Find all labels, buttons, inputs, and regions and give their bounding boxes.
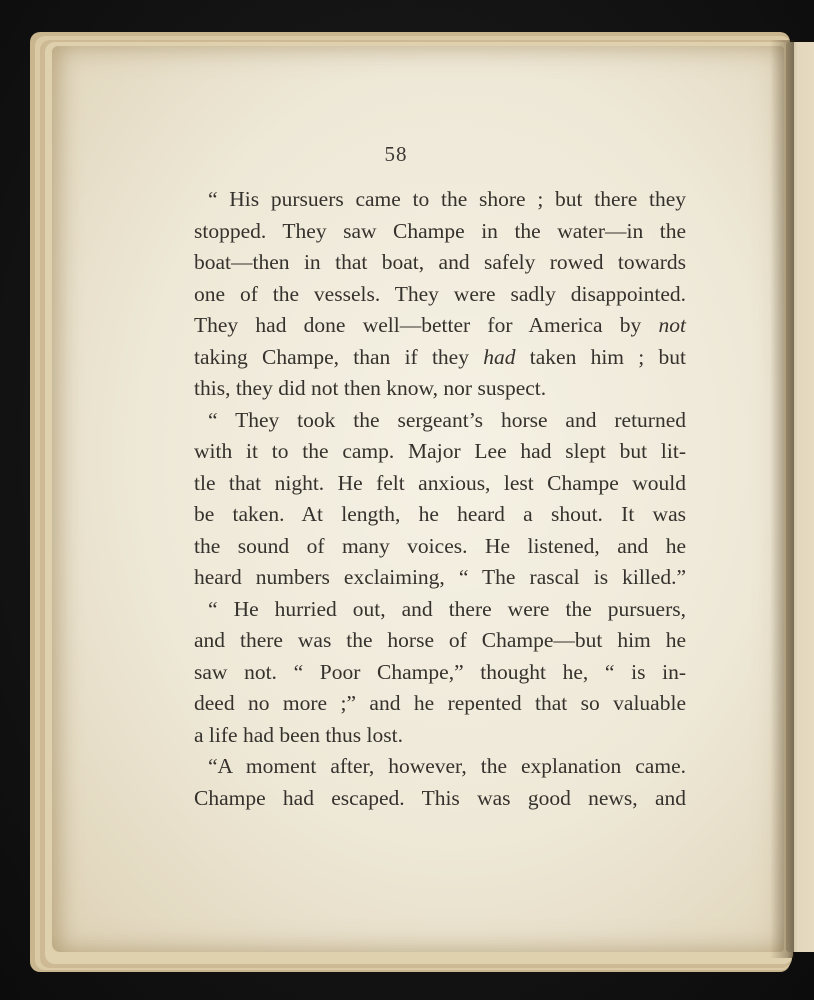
text-line: “ He hurried out, and there were the pursuers,	[208, 596, 686, 621]
text-line: deed no more ;” and he repented that so valuable	[194, 691, 686, 715]
text-line: stopped. They saw Champe in the water—in the	[194, 218, 686, 243]
text-line: and there was the horse of Champe—but him he	[194, 628, 686, 652]
emphasized-word: not	[658, 313, 686, 337]
text-line: this, they did not then know, nor suspect.	[194, 376, 547, 400]
text-line: with it to the camp. Major Lee had slept but lit-	[194, 439, 686, 463]
text-segment: taking Champe, than if they	[194, 344, 484, 369]
text-line: saw not. “ Poor Champe,” thought he, “ is in-	[194, 659, 686, 684]
text-line: heard numbers exclaiming, “ The rascal is killed.”	[194, 565, 686, 589]
text-segment: taken him ; but	[515, 344, 687, 369]
text-line: one of the vessels. They were sadly disappointed.	[194, 281, 686, 306]
text-line: boat—then in that boat, and safely rowed towards	[194, 250, 686, 274]
text-line: Champe had escaped. This was good news, and	[194, 785, 686, 810]
text-segment: They had done well—better for America by	[194, 313, 659, 337]
text-line: the sound of many voices. He listened, and he	[194, 533, 686, 558]
text-line: “A moment after, however, the explanation came.	[208, 754, 686, 778]
emphasized-word: had	[483, 344, 516, 369]
facing-page-edge	[786, 42, 814, 952]
body-text	[194, 184, 686, 814]
text-line	[194, 342, 686, 374]
text-line	[194, 310, 686, 342]
text-line: be taken. At length, he heard a shout. It was	[194, 502, 686, 526]
text-line: tle that night. He felt anxious, lest Champe would	[194, 470, 686, 495]
text-line: “ They took the sergeant’s horse and returned	[208, 407, 686, 432]
text-line: “ His pursuers came to the shore ; but there they	[208, 187, 686, 211]
page-number: 58	[384, 142, 408, 166]
text-line: a life had been thus lost.	[194, 722, 403, 747]
book-page	[52, 46, 784, 952]
